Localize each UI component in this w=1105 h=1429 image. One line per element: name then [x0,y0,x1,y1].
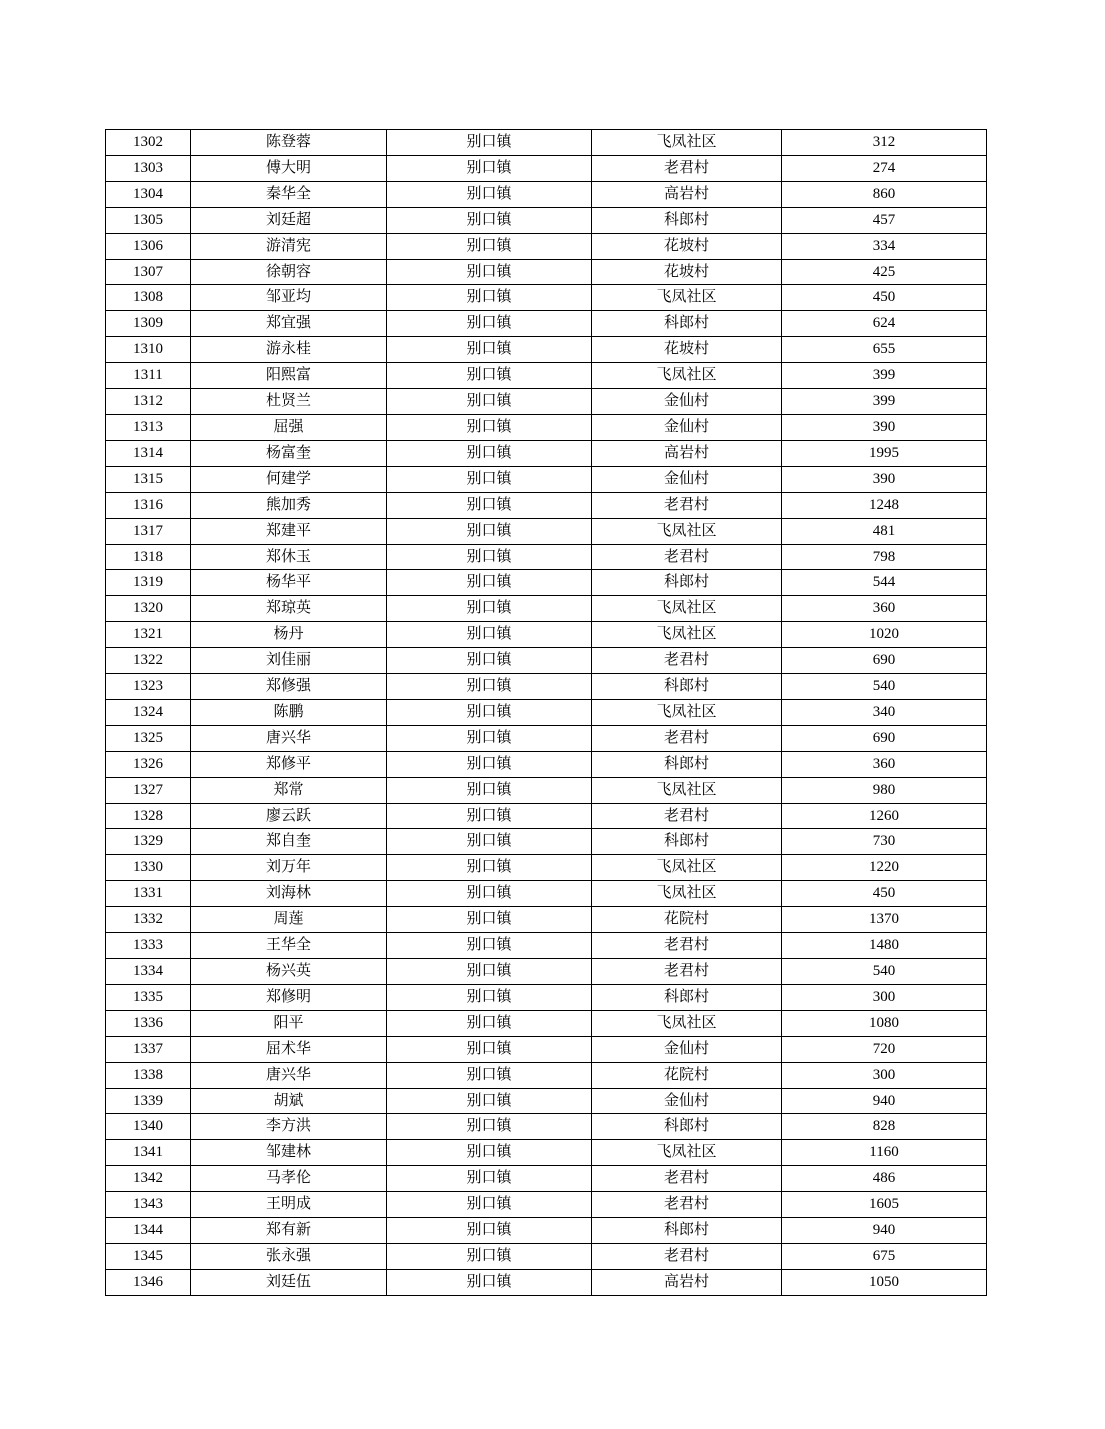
cell-village: 老君村 [592,544,782,570]
cell-amount: 1260 [782,803,987,829]
cell-town: 别口镇 [387,544,592,570]
cell-name: 杨兴英 [191,959,387,985]
cell-town: 别口镇 [387,1192,592,1218]
cell-name: 陈登蓉 [191,130,387,156]
cell-name: 廖云跃 [191,803,387,829]
cell-name: 刘廷伍 [191,1269,387,1295]
cell-id: 1318 [106,544,191,570]
cell-amount: 690 [782,725,987,751]
table-row [106,1114,987,1140]
table-row [106,596,987,622]
cell-name: 周莲 [191,907,387,933]
cell-id: 1322 [106,648,191,674]
table-row [106,311,987,337]
cell-id: 1326 [106,751,191,777]
cell-town: 别口镇 [387,259,592,285]
cell-village: 飞凤社区 [592,881,782,907]
table-row [106,544,987,570]
cell-amount: 655 [782,337,987,363]
table-row [106,933,987,959]
cell-amount: 940 [782,1088,987,1114]
cell-name: 刘海林 [191,881,387,907]
cell-id: 1307 [106,259,191,285]
cell-village: 飞凤社区 [592,130,782,156]
cell-amount: 300 [782,984,987,1010]
cell-town: 别口镇 [387,648,592,674]
cell-village: 科郎村 [592,829,782,855]
cell-amount: 1605 [782,1192,987,1218]
cell-amount: 312 [782,130,987,156]
cell-id: 1332 [106,907,191,933]
table-row [106,1140,987,1166]
cell-name: 郑休玉 [191,544,387,570]
cell-village: 花坡村 [592,337,782,363]
cell-town: 别口镇 [387,440,592,466]
table-row [106,285,987,311]
cell-village: 老君村 [592,1192,782,1218]
table-row [106,1192,987,1218]
cell-name: 杨富奎 [191,440,387,466]
cell-village: 飞凤社区 [592,855,782,881]
cell-amount: 360 [782,751,987,777]
cell-town: 别口镇 [387,1269,592,1295]
cell-town: 别口镇 [387,1036,592,1062]
cell-name: 刘佳丽 [191,648,387,674]
cell-amount: 1020 [782,622,987,648]
cell-town: 别口镇 [387,984,592,1010]
cell-amount: 860 [782,181,987,207]
cell-village: 科郎村 [592,207,782,233]
cell-town: 别口镇 [387,777,592,803]
table-row [106,1088,987,1114]
cell-town: 别口镇 [387,285,592,311]
table-row [106,777,987,803]
cell-amount: 1160 [782,1140,987,1166]
table-row [106,259,987,285]
cell-town: 别口镇 [387,596,592,622]
table-row [106,984,987,1010]
cell-amount: 486 [782,1166,987,1192]
cell-id: 1344 [106,1218,191,1244]
cell-name: 王华全 [191,933,387,959]
cell-village: 科郎村 [592,1218,782,1244]
cell-amount: 340 [782,699,987,725]
cell-town: 别口镇 [387,207,592,233]
cell-id: 1323 [106,674,191,700]
cell-town: 别口镇 [387,829,592,855]
cell-name: 游清宪 [191,233,387,259]
cell-id: 1311 [106,363,191,389]
cell-village: 金仙村 [592,1088,782,1114]
cell-town: 别口镇 [387,466,592,492]
cell-name: 杜贤兰 [191,389,387,415]
cell-id: 1313 [106,414,191,440]
table-row [106,207,987,233]
table-row [106,440,987,466]
cell-name: 郑常 [191,777,387,803]
cell-amount: 1050 [782,1269,987,1295]
table-row [106,1269,987,1295]
table-row [106,829,987,855]
table-row [106,699,987,725]
cell-village: 科郎村 [592,751,782,777]
cell-id: 1308 [106,285,191,311]
cell-village: 科郎村 [592,1114,782,1140]
cell-name: 秦华全 [191,181,387,207]
cell-name: 郑自奎 [191,829,387,855]
cell-name: 傅大明 [191,155,387,181]
cell-id: 1346 [106,1269,191,1295]
cell-village: 金仙村 [592,1036,782,1062]
cell-amount: 399 [782,363,987,389]
cell-village: 老君村 [592,492,782,518]
cell-town: 别口镇 [387,233,592,259]
cell-id: 1340 [106,1114,191,1140]
cell-town: 别口镇 [387,130,592,156]
cell-village: 飞凤社区 [592,285,782,311]
cell-id: 1306 [106,233,191,259]
cell-village: 老君村 [592,648,782,674]
cell-town: 别口镇 [387,725,592,751]
cell-amount: 828 [782,1114,987,1140]
cell-id: 1324 [106,699,191,725]
table-row [106,1010,987,1036]
cell-amount: 980 [782,777,987,803]
cell-town: 别口镇 [387,337,592,363]
cell-name: 胡斌 [191,1088,387,1114]
cell-amount: 1248 [782,492,987,518]
cell-id: 1339 [106,1088,191,1114]
cell-village: 老君村 [592,1166,782,1192]
cell-name: 郑琼英 [191,596,387,622]
cell-amount: 450 [782,285,987,311]
cell-name: 屈强 [191,414,387,440]
cell-amount: 798 [782,544,987,570]
cell-town: 别口镇 [387,959,592,985]
cell-amount: 544 [782,570,987,596]
cell-amount: 1080 [782,1010,987,1036]
cell-village: 金仙村 [592,414,782,440]
cell-amount: 399 [782,389,987,415]
table-row [106,570,987,596]
cell-name: 马孝伦 [191,1166,387,1192]
cell-village: 科郎村 [592,570,782,596]
cell-village: 花院村 [592,1062,782,1088]
cell-village: 高岩村 [592,440,782,466]
cell-amount: 360 [782,596,987,622]
cell-town: 别口镇 [387,855,592,881]
cell-amount: 334 [782,233,987,259]
cell-town: 别口镇 [387,1166,592,1192]
cell-id: 1325 [106,725,191,751]
cell-town: 别口镇 [387,907,592,933]
cell-amount: 675 [782,1243,987,1269]
cell-name: 熊加秀 [191,492,387,518]
cell-amount: 624 [782,311,987,337]
cell-name: 郑修平 [191,751,387,777]
cell-id: 1321 [106,622,191,648]
table-row [106,518,987,544]
table-row [106,648,987,674]
cell-amount: 274 [782,155,987,181]
cell-village: 老君村 [592,803,782,829]
cell-amount: 1995 [782,440,987,466]
cell-town: 别口镇 [387,570,592,596]
cell-town: 别口镇 [387,1062,592,1088]
cell-town: 别口镇 [387,1088,592,1114]
cell-name: 王明成 [191,1192,387,1218]
table-row [106,466,987,492]
cell-name: 刘万年 [191,855,387,881]
table-row [106,155,987,181]
cell-amount: 450 [782,881,987,907]
cell-town: 别口镇 [387,155,592,181]
cell-village: 飞凤社区 [592,363,782,389]
table-row [106,1218,987,1244]
cell-name: 唐兴华 [191,725,387,751]
cell-amount: 690 [782,648,987,674]
table-row [106,1243,987,1269]
cell-id: 1337 [106,1036,191,1062]
cell-id: 1329 [106,829,191,855]
cell-id: 1345 [106,1243,191,1269]
cell-village: 金仙村 [592,389,782,415]
cell-id: 1327 [106,777,191,803]
cell-town: 别口镇 [387,518,592,544]
cell-town: 别口镇 [387,751,592,777]
cell-village: 老君村 [592,725,782,751]
cell-id: 1319 [106,570,191,596]
cell-id: 1312 [106,389,191,415]
cell-name: 郑有新 [191,1218,387,1244]
cell-name: 李方洪 [191,1114,387,1140]
cell-town: 别口镇 [387,492,592,518]
cell-id: 1333 [106,933,191,959]
table-row [106,725,987,751]
cell-id: 1309 [106,311,191,337]
cell-village: 飞凤社区 [592,1010,782,1036]
cell-village: 飞凤社区 [592,1140,782,1166]
cell-id: 1335 [106,984,191,1010]
cell-id: 1341 [106,1140,191,1166]
cell-id: 1304 [106,181,191,207]
cell-amount: 300 [782,1062,987,1088]
cell-town: 别口镇 [387,1010,592,1036]
table-row [106,803,987,829]
cell-village: 花院村 [592,907,782,933]
cell-village: 老君村 [592,959,782,985]
cell-id: 1330 [106,855,191,881]
cell-village: 飞凤社区 [592,518,782,544]
cell-amount: 940 [782,1218,987,1244]
cell-amount: 1220 [782,855,987,881]
table-row [106,674,987,700]
roster-table-body [106,130,987,1296]
cell-id: 1303 [106,155,191,181]
cell-village: 科郎村 [592,984,782,1010]
cell-amount: 481 [782,518,987,544]
cell-name: 陈鹏 [191,699,387,725]
cell-village: 飞凤社区 [592,622,782,648]
cell-name: 郑建平 [191,518,387,544]
table-row [106,881,987,907]
cell-village: 花坡村 [592,259,782,285]
table-row [106,414,987,440]
cell-town: 别口镇 [387,881,592,907]
cell-village: 科郎村 [592,311,782,337]
cell-name: 杨丹 [191,622,387,648]
cell-name: 屈术华 [191,1036,387,1062]
cell-name: 游永桂 [191,337,387,363]
roster-table [105,129,987,1296]
cell-name: 张永强 [191,1243,387,1269]
table-row [106,363,987,389]
table-row [106,389,987,415]
cell-id: 1342 [106,1166,191,1192]
cell-id: 1305 [106,207,191,233]
cell-amount: 540 [782,959,987,985]
table-row [106,233,987,259]
table-row [106,907,987,933]
cell-name: 徐朝容 [191,259,387,285]
cell-village: 花坡村 [592,233,782,259]
cell-id: 1302 [106,130,191,156]
table-row [106,1062,987,1088]
cell-name: 何建学 [191,466,387,492]
cell-village: 老君村 [592,1243,782,1269]
cell-id: 1338 [106,1062,191,1088]
cell-town: 别口镇 [387,389,592,415]
cell-village: 飞凤社区 [592,596,782,622]
cell-town: 别口镇 [387,311,592,337]
cell-town: 别口镇 [387,803,592,829]
cell-id: 1320 [106,596,191,622]
cell-town: 别口镇 [387,1243,592,1269]
cell-name: 阳熙富 [191,363,387,389]
cell-name: 郑修明 [191,984,387,1010]
table-row [106,1166,987,1192]
cell-amount: 540 [782,674,987,700]
table-row [106,855,987,881]
cell-town: 别口镇 [387,1218,592,1244]
cell-amount: 1480 [782,933,987,959]
cell-id: 1315 [106,466,191,492]
cell-name: 邹建林 [191,1140,387,1166]
cell-id: 1336 [106,1010,191,1036]
cell-village: 科郎村 [592,674,782,700]
cell-amount: 390 [782,414,987,440]
cell-town: 别口镇 [387,363,592,389]
table-row [106,181,987,207]
cell-id: 1317 [106,518,191,544]
cell-town: 别口镇 [387,933,592,959]
cell-village: 飞凤社区 [592,777,782,803]
cell-id: 1343 [106,1192,191,1218]
cell-amount: 730 [782,829,987,855]
cell-id: 1310 [106,337,191,363]
cell-amount: 457 [782,207,987,233]
cell-name: 郑宜强 [191,311,387,337]
cell-village: 老君村 [592,155,782,181]
cell-id: 1331 [106,881,191,907]
cell-name: 邹亚均 [191,285,387,311]
table-row [106,492,987,518]
cell-name: 唐兴华 [191,1062,387,1088]
cell-name: 阳平 [191,1010,387,1036]
table-row [106,1036,987,1062]
cell-id: 1334 [106,959,191,985]
cell-village: 高岩村 [592,181,782,207]
cell-name: 刘廷超 [191,207,387,233]
cell-id: 1328 [106,803,191,829]
table-row [106,622,987,648]
cell-town: 别口镇 [387,674,592,700]
cell-town: 别口镇 [387,699,592,725]
cell-town: 别口镇 [387,1140,592,1166]
cell-town: 别口镇 [387,414,592,440]
cell-town: 别口镇 [387,1114,592,1140]
cell-amount: 390 [782,466,987,492]
cell-amount: 1370 [782,907,987,933]
cell-town: 别口镇 [387,181,592,207]
table-row [106,751,987,777]
cell-village: 金仙村 [592,466,782,492]
cell-id: 1314 [106,440,191,466]
cell-village: 老君村 [592,933,782,959]
cell-amount: 425 [782,259,987,285]
cell-amount: 720 [782,1036,987,1062]
table-row [106,959,987,985]
cell-name: 杨华平 [191,570,387,596]
table-row [106,130,987,156]
cell-name: 郑修强 [191,674,387,700]
table-row [106,337,987,363]
cell-village: 飞凤社区 [592,699,782,725]
cell-town: 别口镇 [387,622,592,648]
cell-id: 1316 [106,492,191,518]
cell-village: 高岩村 [592,1269,782,1295]
